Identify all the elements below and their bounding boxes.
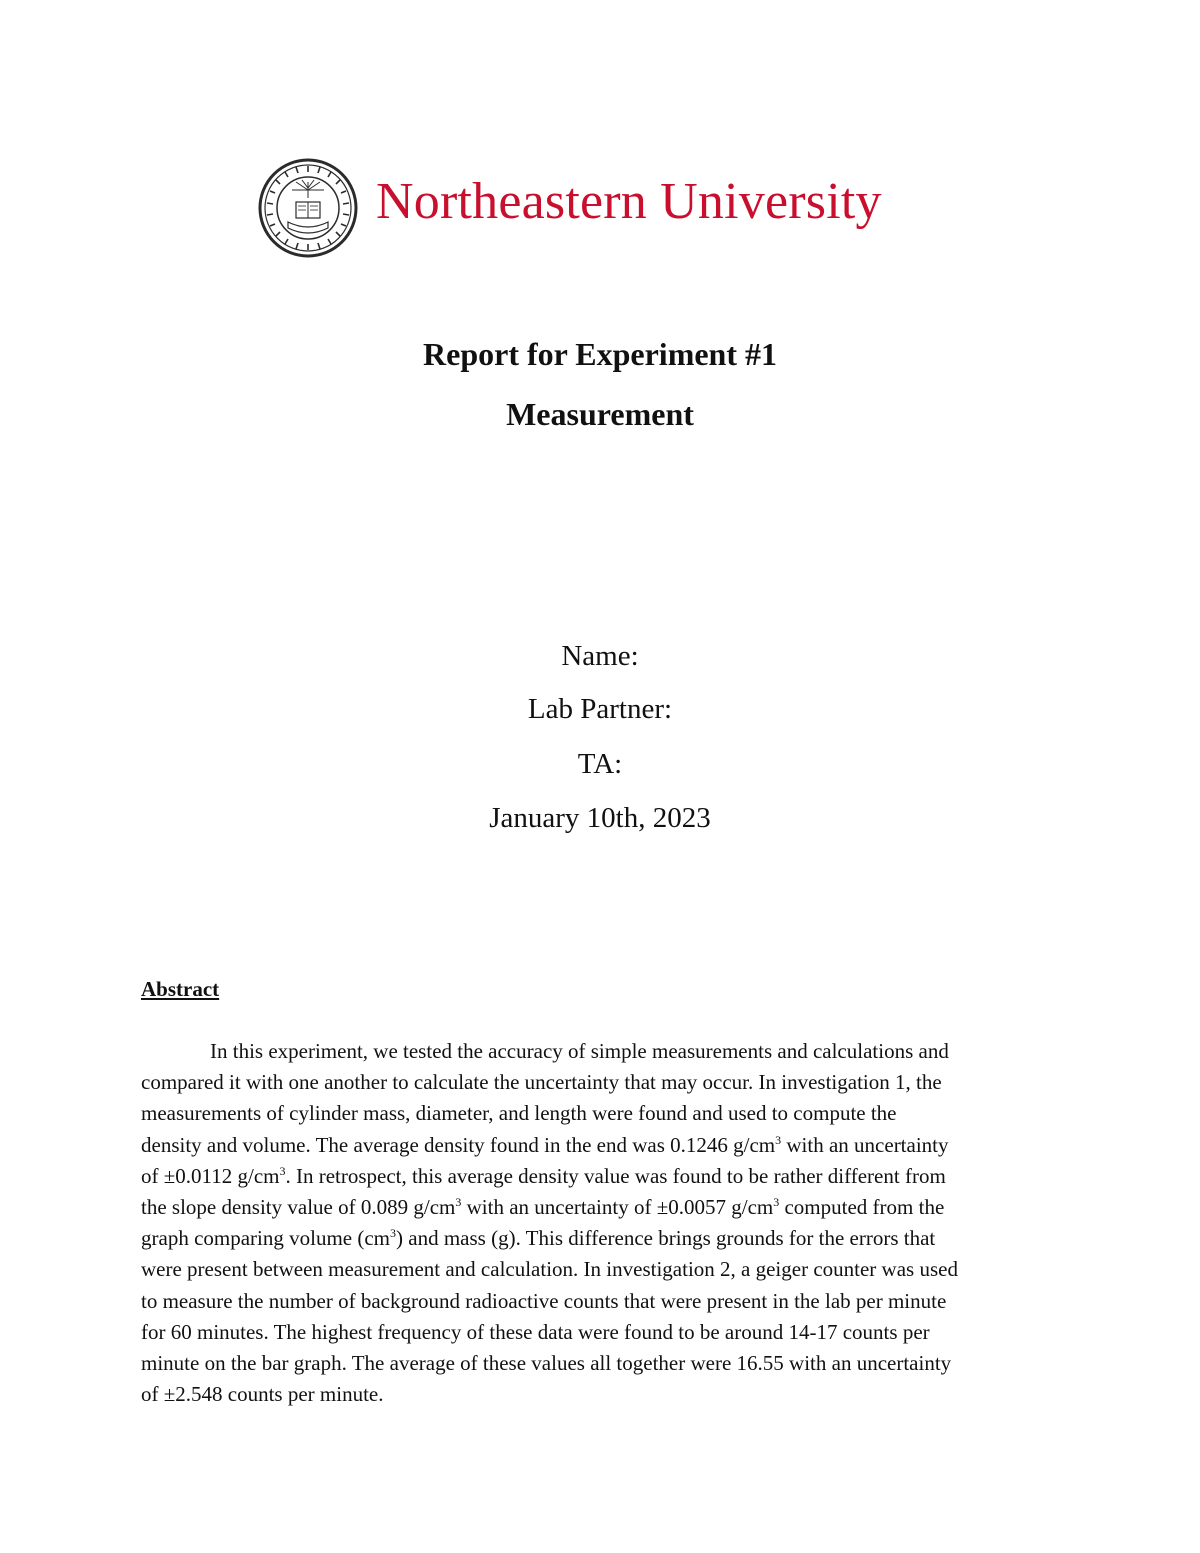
abstract-text: compared it with one another to calculate the uncertainty that may occur. In investigation 1, the: [141, 1070, 942, 1095]
superscript: 3: [455, 1195, 462, 1210]
abstract-text: for 60 minutes. The highest frequency of these data were found to be around 14-17 counts per: [141, 1319, 930, 1344]
abstract-line: [141, 1379, 1063, 1410]
report-title: Report for Experiment #1: [423, 336, 777, 372]
abstract-text: to measure the number of background radioactive counts that were present in the lab per minute: [141, 1288, 947, 1313]
university-seal-icon: [258, 158, 358, 258]
abstract-text: computed from the: [779, 1195, 945, 1220]
superscript: 3: [279, 1163, 286, 1178]
abstract-text: with an uncertainty: [781, 1132, 949, 1157]
abstract-line: [141, 1348, 1063, 1379]
superscript: 3: [390, 1226, 397, 1241]
report-subtitle: Measurement: [506, 396, 694, 432]
abstract-line: [141, 1130, 1063, 1161]
superscript: 3: [775, 1132, 782, 1147]
abstract-line: [141, 1317, 1063, 1348]
abstract-text: . In retrospect, this average density value was found to be rather different from: [285, 1163, 946, 1188]
abstract-text: with an uncertainty of ±0.0057 g/cm: [461, 1195, 774, 1220]
abstract-line: [141, 1254, 1063, 1285]
ta-label: TA:: [577, 748, 623, 780]
abstract-text: of ±2.548 counts per minute.: [141, 1382, 384, 1407]
university-logo: [258, 158, 938, 258]
abstract-text: density and volume. The average density found in the end was 0.1246 g/cm: [141, 1132, 776, 1157]
abstract-line: [141, 1036, 1063, 1067]
abstract-text: graph comparing volume (cm: [141, 1226, 391, 1251]
abstract-line: [141, 1223, 1063, 1254]
abstract-paragraph: [141, 1036, 1063, 1410]
abstract-text: measurements of cylinder mass, diameter, and length were found and used to compute the: [141, 1101, 897, 1126]
abstract-line: [141, 1286, 1063, 1317]
abstract-text: minute on the bar graph. The average of these values all together were 16.55 with an uncertainty: [141, 1351, 952, 1376]
abstract-line: [141, 1098, 1063, 1129]
abstract-line: [141, 1067, 1063, 1098]
abstract-line: [141, 1192, 1063, 1223]
abstract-heading: Abstract: [141, 977, 220, 1001]
abstract-text: the slope density value of 0.089 g/cm: [141, 1195, 456, 1220]
name-label: Name:: [561, 640, 639, 672]
abstract-text: ) and mass (g). This difference brings grounds for the errors that: [396, 1226, 936, 1251]
superscript: 3: [773, 1195, 780, 1210]
abstract-text: were present between measurement and calculation. In investigation 2, a geiger counter was used: [141, 1257, 958, 1282]
report-date: January 10th, 2023: [489, 802, 711, 834]
university-name: Northeastern University: [376, 173, 882, 230]
abstract-text: In this experiment, we tested the accuracy of simple measurements and calculations and: [210, 1039, 949, 1063]
abstract-text: of ±0.0112 g/cm: [141, 1163, 280, 1188]
lab-partner-label: Lab Partner:: [527, 693, 673, 725]
abstract-line: [141, 1161, 1063, 1192]
